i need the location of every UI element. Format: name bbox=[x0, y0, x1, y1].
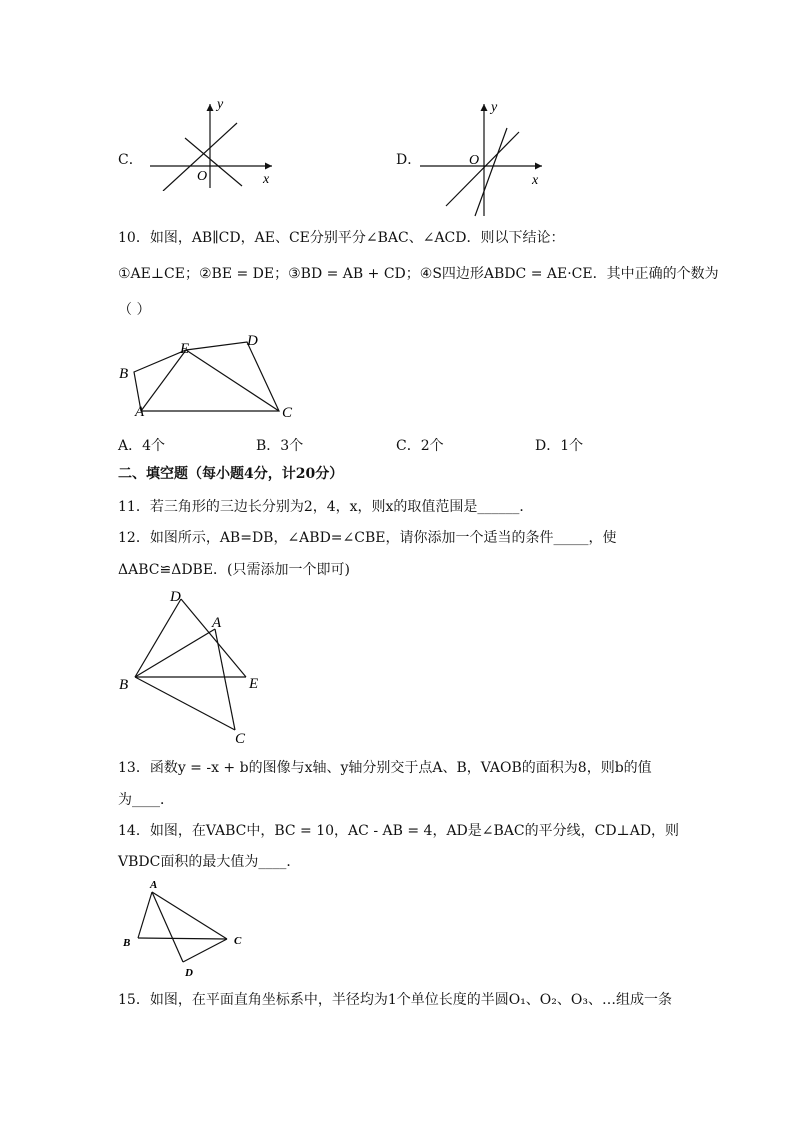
y-axis-label: y bbox=[217, 97, 224, 112]
section-title: 二、填空题（每小题4分，计20分） bbox=[118, 466, 344, 482]
q10-choice-a: A．4个 bbox=[118, 438, 166, 454]
origin-label: O bbox=[469, 153, 480, 168]
option-c-label: C． bbox=[118, 152, 143, 168]
q11-line1: 11．若三角形的三边长分别为2，4，x，则x的取值范围是______． bbox=[118, 499, 534, 515]
graph-c bbox=[145, 96, 285, 191]
x-axis-label: x bbox=[532, 173, 539, 188]
segment-bc bbox=[135, 677, 235, 730]
q12-line2: ΔABC≌ΔDBE．(只需添加一个即可) bbox=[118, 562, 350, 578]
q10-figure bbox=[115, 328, 305, 423]
origin-label: O bbox=[197, 169, 208, 184]
q14-line1: 14．如图，在VABC中，BC = 10，AC - AB = 4，AD是∠BAC的平分线，CD⊥AD，则 bbox=[118, 823, 680, 839]
segment-ba bbox=[135, 629, 215, 677]
segment-bc bbox=[138, 938, 227, 939]
segment-bd bbox=[135, 599, 181, 677]
q14-figure bbox=[115, 872, 255, 982]
segment-dc bbox=[183, 939, 227, 962]
label-d: D bbox=[185, 967, 193, 979]
label-d: D bbox=[170, 589, 181, 605]
label-e: E bbox=[249, 676, 259, 692]
label-b: B bbox=[119, 677, 129, 693]
q14-line2: VBDC面积的最大值为____． bbox=[118, 854, 301, 870]
label-a: A bbox=[135, 404, 145, 420]
label-e: E bbox=[180, 341, 190, 357]
q13-line2: 为____． bbox=[118, 792, 174, 808]
q10-choice-d: D．1个 bbox=[535, 438, 584, 454]
quadrilateral bbox=[134, 342, 279, 411]
q10-choice-c: C．2个 bbox=[396, 438, 444, 454]
label-a: A bbox=[150, 879, 158, 891]
q15-line1: 15．如图，在平面直角坐标系中，半径均为1个单位长度的半圆O₁、O₂、O₃、…组成一条 bbox=[118, 992, 672, 1008]
label-c: C bbox=[234, 935, 242, 947]
label-b: B bbox=[123, 937, 131, 949]
label-b: B bbox=[119, 366, 129, 382]
q10-line3: （ ） bbox=[118, 302, 151, 318]
label-a: A bbox=[212, 615, 222, 631]
option-d-label: D． bbox=[396, 152, 422, 168]
label-d: D bbox=[247, 333, 258, 349]
q10-line1: 10．如图，AB∥CD，AE、CE分别平分∠BAC、∠ACD．则以下结论： bbox=[118, 230, 565, 246]
q12-line1: 12．如图所示，AB=DB，∠ABD=∠CBE，请你添加一个适当的条件_____，使 bbox=[118, 530, 617, 546]
x-axis-label: x bbox=[263, 172, 270, 187]
label-c: C bbox=[235, 731, 246, 747]
q12-figure bbox=[115, 585, 275, 750]
segment-ac bbox=[215, 629, 235, 730]
y-axis-label: y bbox=[491, 100, 498, 115]
segment-de bbox=[181, 599, 246, 677]
label-c: C bbox=[282, 405, 293, 421]
segment-ba bbox=[138, 892, 152, 938]
q13-line1: 13．函数y = -x + b的图像与x轴、y轴分别交于点A、B，VAOB的面积为8，则b的值 bbox=[118, 760, 652, 776]
segment-ac bbox=[152, 892, 227, 939]
q10-line2: ①AE⊥CE；②BE = DE；③BD = AB + CD；④S四边形ABDC = AE·CE．其中正确的个数为 bbox=[118, 266, 719, 282]
q10-choice-b: B．3个 bbox=[256, 438, 304, 454]
graph-d bbox=[418, 96, 558, 221]
segment-ad bbox=[152, 892, 183, 962]
